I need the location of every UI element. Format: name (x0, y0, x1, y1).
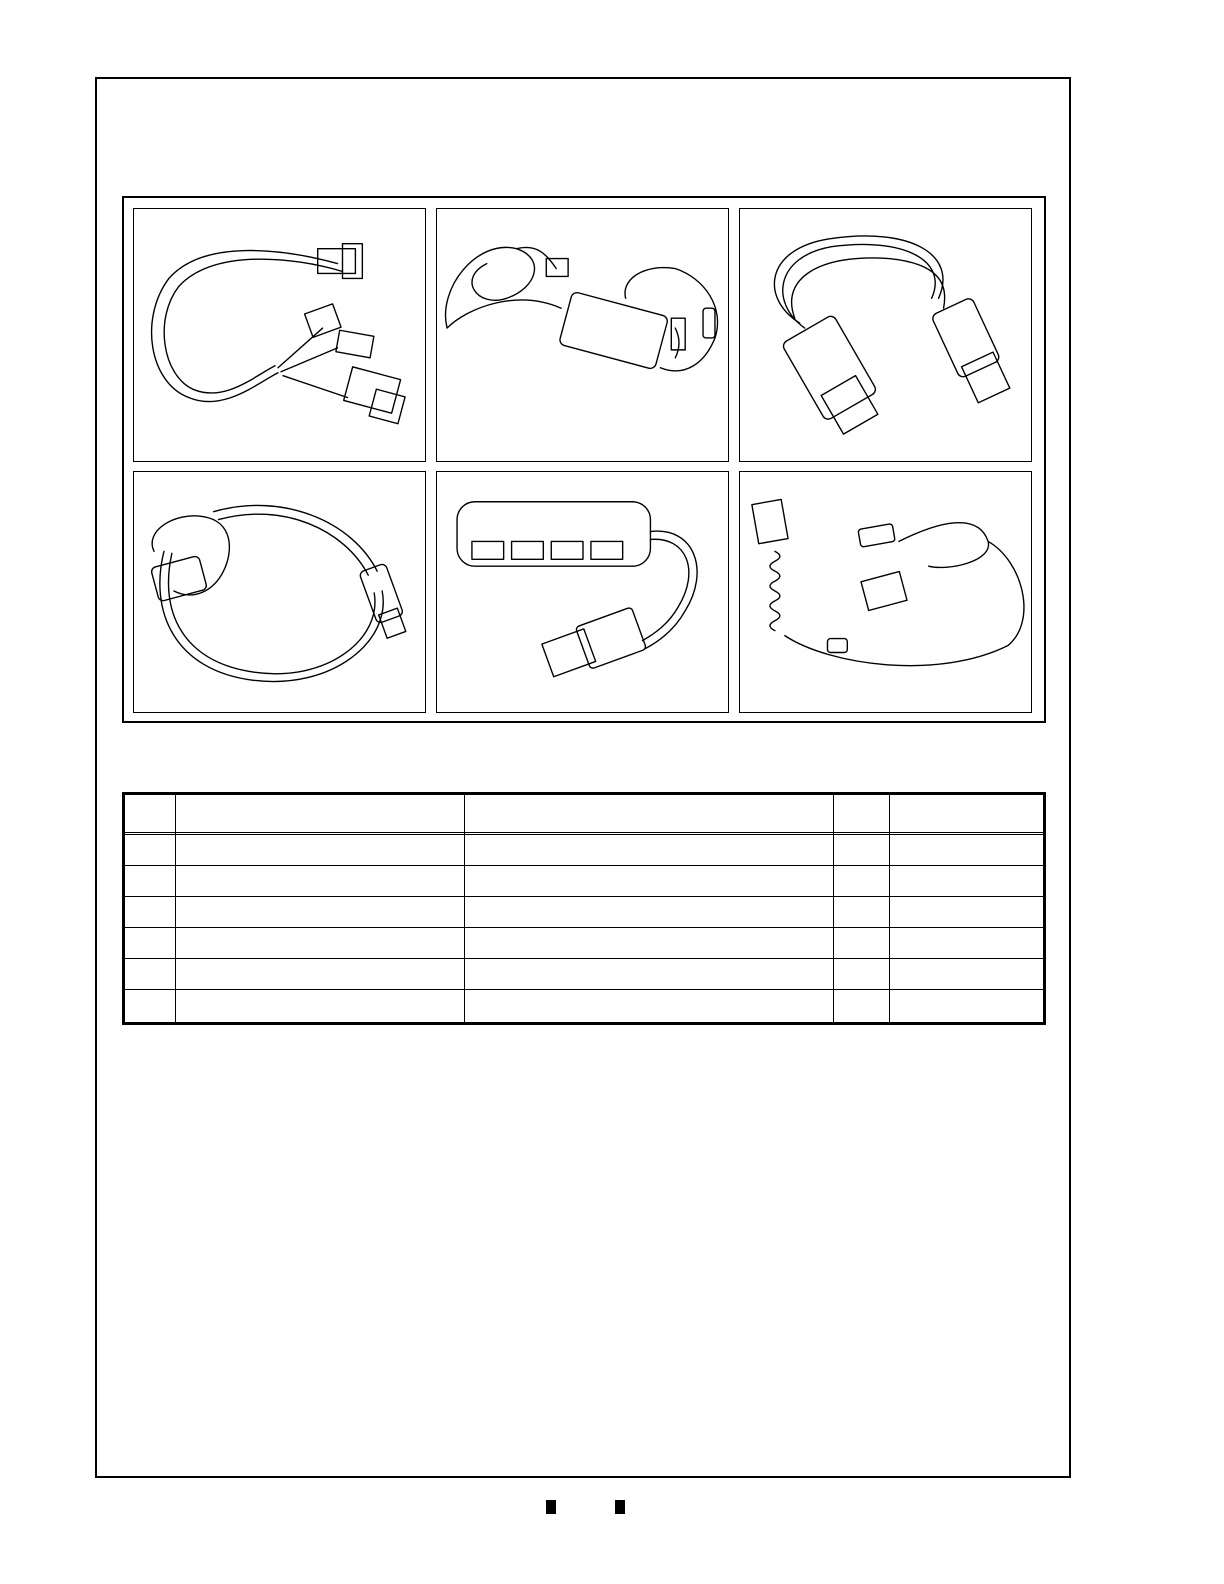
table-header-cell (176, 795, 470, 832)
table-column-divider (833, 795, 834, 1022)
table-column-divider (889, 795, 890, 1022)
table-cell (125, 959, 181, 989)
table-cell (176, 835, 470, 865)
wiring-harness-cable-icon (134, 209, 425, 461)
table-cell (125, 990, 181, 1021)
table-row (125, 928, 1043, 959)
table-row (125, 990, 1043, 1021)
table-row (125, 897, 1043, 928)
table-cell (890, 990, 1046, 1021)
table-header-cell (465, 795, 839, 832)
panel-usb-hub (436, 471, 729, 713)
table-cell (125, 928, 181, 958)
footer-mark-left (546, 1500, 556, 1514)
table-cell (465, 959, 839, 989)
table-header-cell (890, 795, 1046, 832)
table-cell (176, 990, 470, 1021)
table-header-row (125, 795, 1043, 835)
table-cell (465, 928, 839, 958)
table-cell (465, 990, 839, 1021)
table-cell (890, 835, 1046, 865)
table-header-cell (834, 795, 895, 832)
table-row (125, 866, 1043, 897)
panel-wiring-harness (133, 208, 426, 462)
table-cell (834, 835, 895, 865)
table-cell (465, 866, 839, 896)
serial-to-usb-adapter-icon (134, 472, 425, 712)
usb-hub-icon (437, 472, 728, 712)
table-cell (890, 866, 1046, 896)
table-column-divider (175, 795, 176, 1022)
panel-power-adapter (436, 208, 729, 462)
table-header-cell (125, 795, 181, 832)
table-cell (890, 959, 1046, 989)
table-row (125, 959, 1043, 990)
table-cell (834, 959, 895, 989)
table-cell (890, 897, 1046, 927)
table-cell (125, 897, 181, 927)
coiled-cable-icon (740, 472, 1031, 712)
panel-coiled-cable (739, 471, 1032, 713)
table-cell (465, 835, 839, 865)
panel-serial-adapter (133, 471, 426, 713)
parts-table (122, 792, 1046, 1025)
table-cell (176, 928, 470, 958)
table-cell (834, 990, 895, 1021)
table-cell (834, 928, 895, 958)
power-adapter-icon (437, 209, 728, 461)
table-row (125, 835, 1043, 866)
table-cell (176, 866, 470, 896)
panel-usb-cable (739, 208, 1032, 462)
table-cell (125, 866, 181, 896)
table-cell (890, 928, 1046, 958)
table-cell (834, 897, 895, 927)
usb-a-to-b-cable-icon (740, 209, 1031, 461)
footer-mark-right (615, 1500, 625, 1514)
table-cell (176, 897, 470, 927)
table-cell (465, 897, 839, 927)
table-cell (125, 835, 181, 865)
table-cell (176, 959, 470, 989)
table-cell (834, 866, 895, 896)
parts-figure (122, 196, 1046, 723)
table-column-divider (464, 795, 465, 1022)
